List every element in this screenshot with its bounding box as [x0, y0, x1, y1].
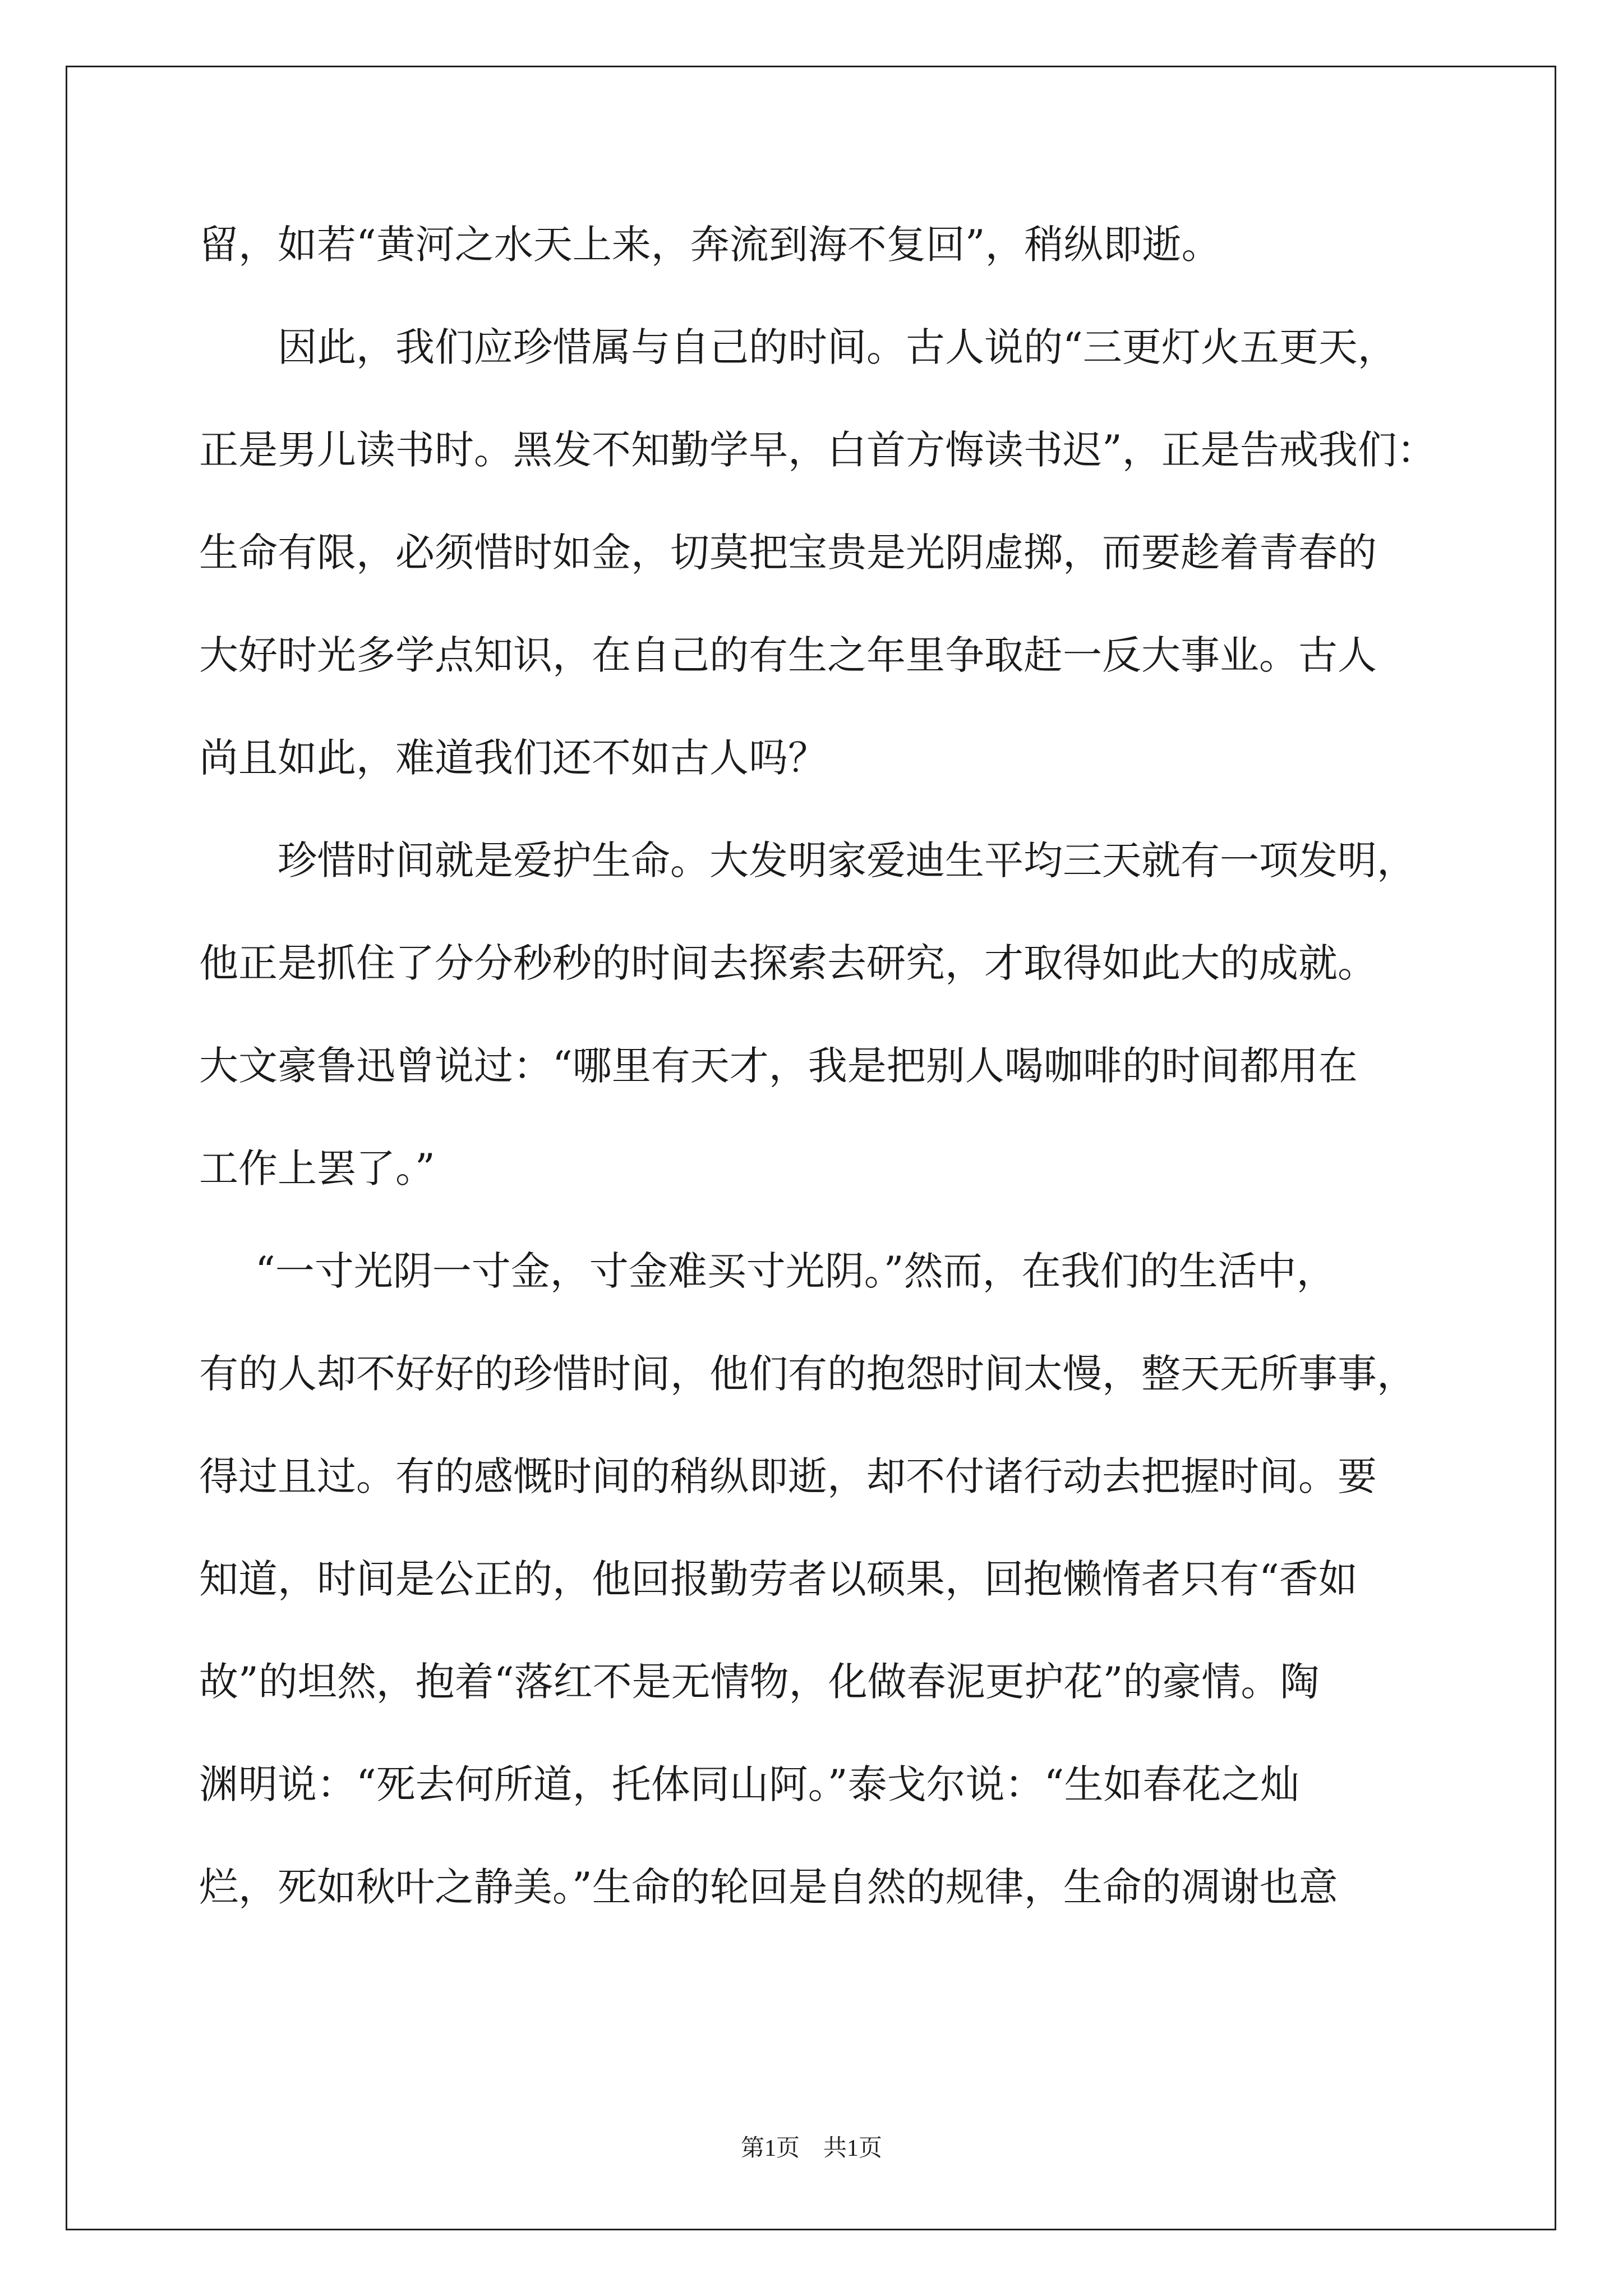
text-line: 故”的坦然，抱着“落红不是无情物，化做春泥更护花”的豪情。陶 [199, 1659, 1320, 1705]
text-line: 工作上罢了。” [199, 1145, 435, 1191]
text-line: 大好时光多学点知识，在自己的有生之年里争取赶一反大事业。古人 [199, 632, 1377, 678]
text-line: 生命有限，必须惜时如金，切莫把宝贵是光阴虚掷，而要趁着青春的 [199, 530, 1377, 576]
text-line: 他正是抓住了分分秒秒的时间去探索去研究，才取得如此大的成就。 [199, 940, 1377, 986]
page-footer: 第1页 共1页 [740, 2136, 882, 2161]
text-line: 烂，死如秋叶之静美。”生命的轮回是自然的规律，生命的凋谢也意 [199, 1864, 1338, 1910]
text-line: 尚且如此，难道我们还不如古人吗？ [199, 735, 827, 781]
text-line: 有的人却不好好的珍惜时间，他们有的抱怨时间太慢，整天无所事事， [199, 1351, 1416, 1397]
text-line: 知道，时间是公正的，他回报勤劳者以硕果，回抱懒惰者只有“香如 [199, 1556, 1358, 1602]
text-line: 因此，我们应珍惜属与自己的时间。古人说的“三更灯火五更天， [278, 324, 1397, 370]
text-line: 渊明说：“死去何所道，托体同山阿。”泰戈尔说：“生如春花之灿 [199, 1761, 1300, 1807]
text-line: 正是男儿读书时。黑发不知勤学早，白首方悔读书迟”，正是告戒我们： [199, 427, 1436, 473]
text-line: “一寸光阴一寸金，寸金难买寸光阴。”然而，在我们的生活中， [255, 1248, 1336, 1294]
text-line: 珍惜时间就是爱护生命。大发明家爱迪生平均三天就有一项发明， [278, 838, 1416, 884]
document-body [199, 194, 1436, 1939]
text-line: 得过且过。有的感慨时间的稍纵即逝，却不付诸行动去把握时间。要 [199, 1453, 1377, 1499]
text-line: 大文豪鲁迅曾说过：“哪里有天才，我是把别人喝咖啡的时间都用在 [199, 1043, 1358, 1089]
text-line: 留，如若“黄河之水天上来，奔流到海不复回”，稍纵即逝。 [199, 222, 1221, 268]
